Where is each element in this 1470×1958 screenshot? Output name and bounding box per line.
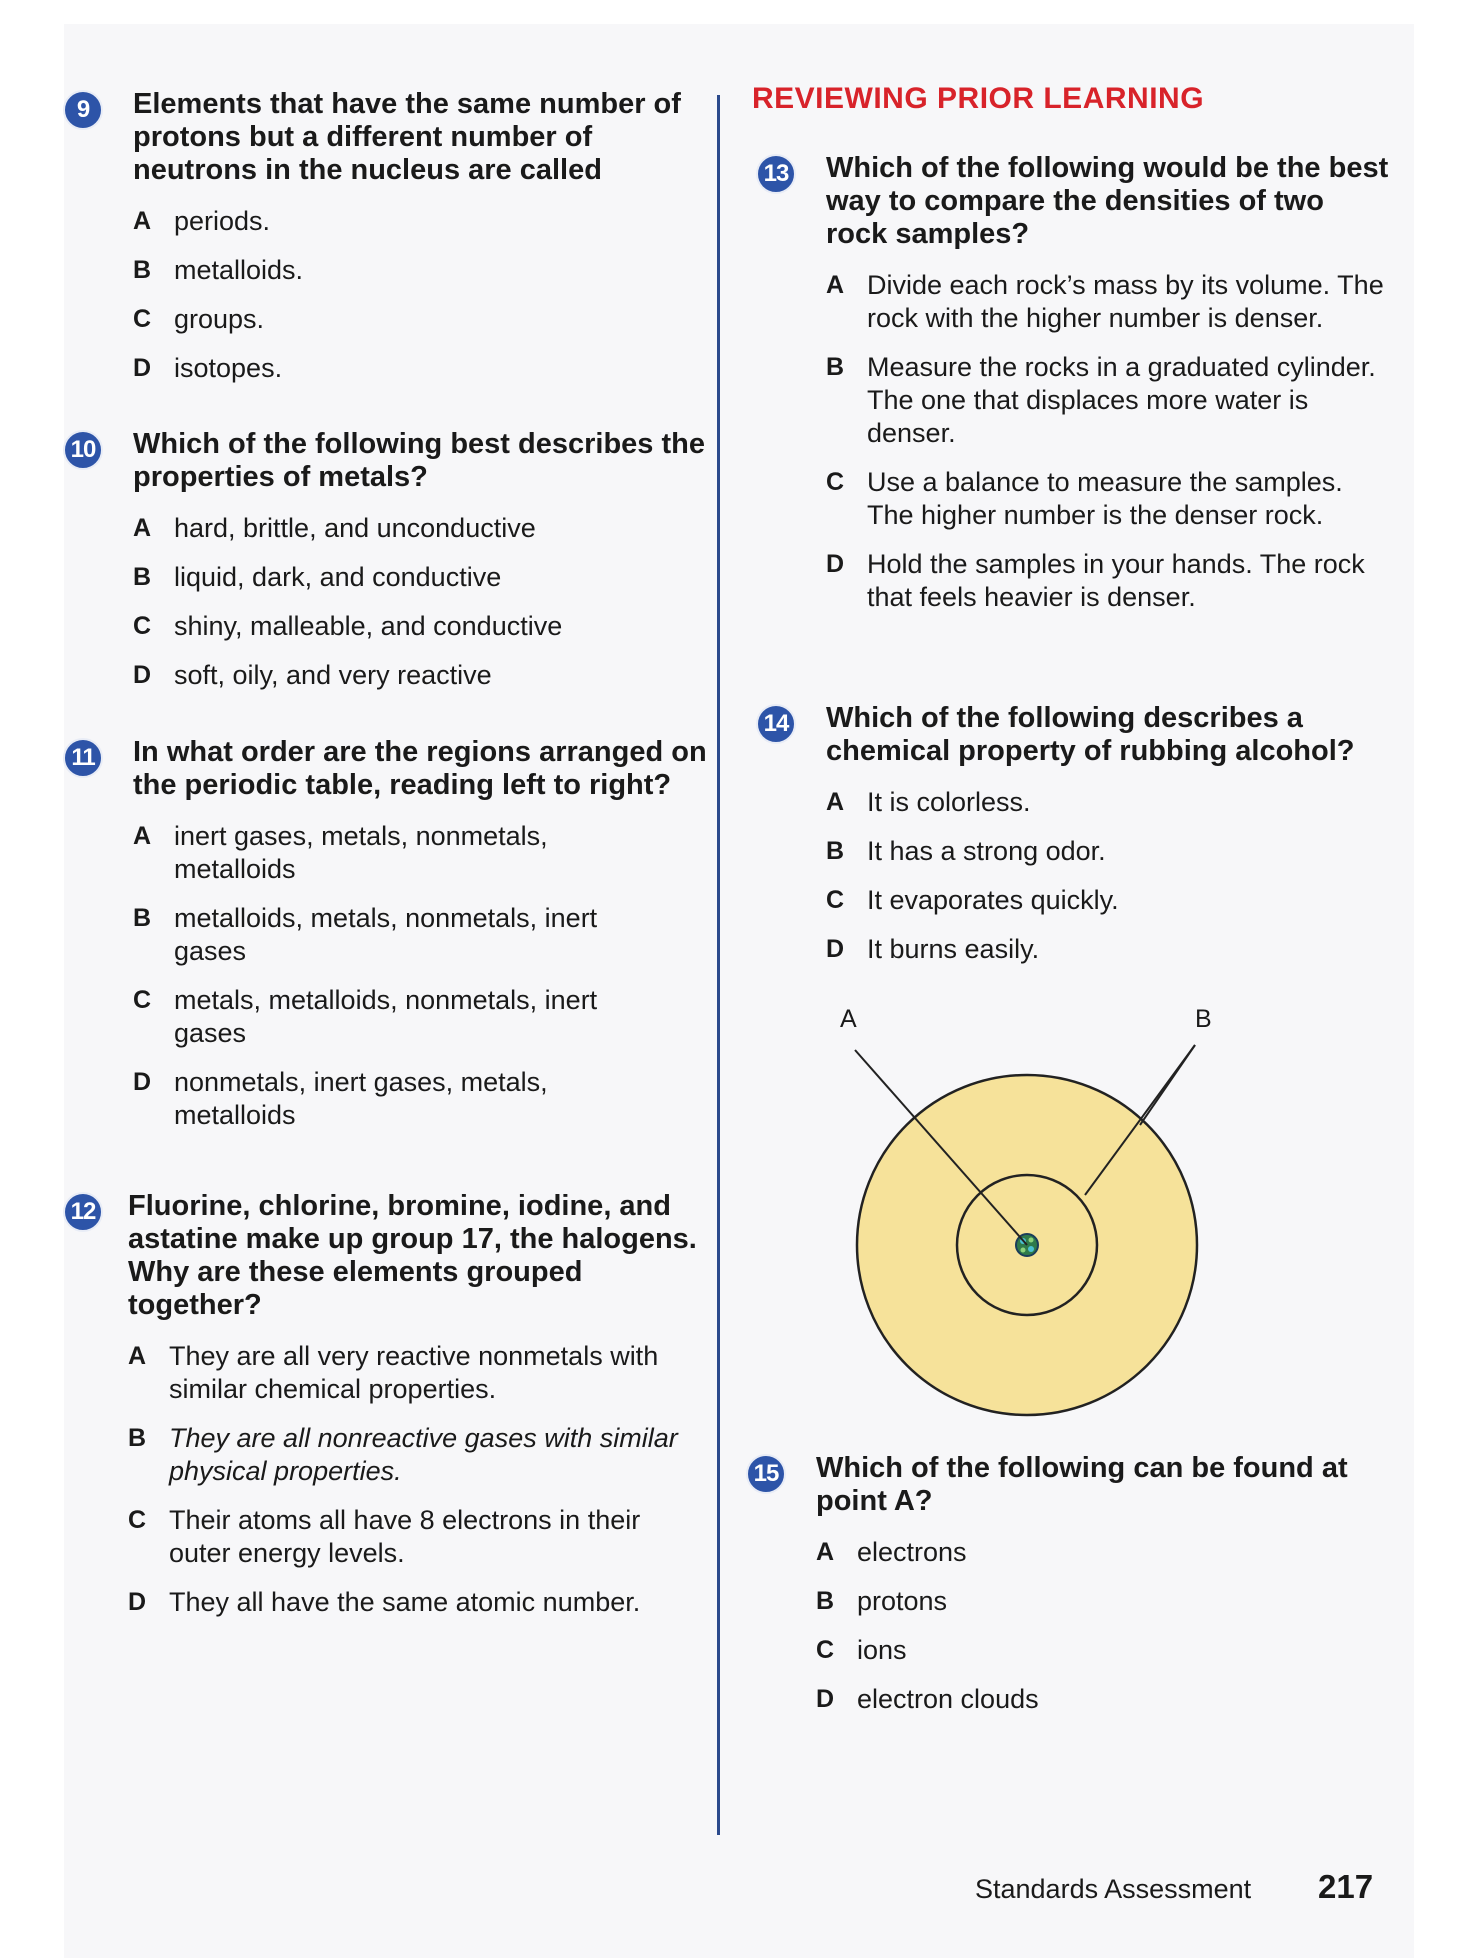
- answer-list: [826, 269, 1391, 614]
- answer-option[interactable]: [816, 1683, 1376, 1716]
- answer-text: They all have the same atomic number.: [169, 1587, 641, 1617]
- answer-text: Divide each rock’s mass by its volume. The rock with the higher number is denser.: [867, 270, 1384, 333]
- nucleus-particle: [1021, 1248, 1026, 1253]
- question-text: Elements that have the same number of protons but a different number of neutrons in the nucleus are called: [133, 88, 681, 186]
- answer-letter: C: [826, 468, 845, 496]
- answer-text: It burns easily.: [867, 934, 1040, 964]
- answer-letter: B: [826, 353, 845, 381]
- atom-diagram-svg: [820, 1005, 1240, 1425]
- answer-option[interactable]: [826, 835, 1391, 868]
- answer-list: [128, 1340, 698, 1619]
- answer-option[interactable]: [133, 820, 653, 886]
- answer-option[interactable]: [816, 1634, 1376, 1667]
- answer-letter: A: [826, 788, 845, 816]
- answer-text: metalloids, metals, nonmetals, inert gases: [174, 903, 598, 966]
- answer-letter: D: [826, 550, 845, 578]
- answer-letter: A: [133, 822, 152, 850]
- section-heading: REVIEWING PRIOR LEARNING: [752, 82, 1205, 115]
- answer-list: [133, 820, 653, 1132]
- question-number-badge: 9: [63, 90, 103, 130]
- answer-option[interactable]: [133, 512, 713, 545]
- answer-letter: C: [133, 305, 152, 333]
- atom-diagram: [820, 1005, 1240, 1425]
- answer-letter: A: [133, 514, 152, 542]
- footer-label: Standards Assessment: [975, 1874, 1252, 1904]
- question-text: In what order are the regions arranged on the periodic table, reading left to right?: [133, 736, 707, 801]
- question-14: [763, 702, 1391, 982]
- answer-option[interactable]: [826, 786, 1391, 819]
- answer-text: inert gases, metals, nonmetals, metalloids: [174, 821, 548, 884]
- question-number-badge: 15: [746, 1454, 786, 1494]
- answer-text: It has a strong odor.: [867, 836, 1106, 866]
- answer-option[interactable]: [826, 884, 1391, 917]
- answer-option[interactable]: [128, 1422, 698, 1488]
- answer-option[interactable]: [133, 205, 693, 238]
- question-text: Which of the following would be the best way to compare the densities of two rock samples?: [826, 152, 1389, 250]
- answer-text: metalloids.: [174, 255, 304, 285]
- answer-letter: D: [826, 935, 845, 963]
- answer-option[interactable]: [133, 610, 713, 643]
- answer-option[interactable]: [826, 351, 1391, 450]
- diagram-label-a: A: [840, 1005, 857, 1033]
- answer-letter: C: [133, 612, 152, 640]
- question-11: [71, 736, 713, 1148]
- answer-option[interactable]: [133, 352, 693, 385]
- answer-text: isotopes.: [174, 353, 283, 383]
- answer-letter: A: [826, 271, 845, 299]
- answer-letter: A: [133, 207, 152, 235]
- answer-text: metals, metalloids, nonmetals, inert gases: [174, 985, 598, 1048]
- answer-option[interactable]: [826, 548, 1391, 614]
- answer-text: soft, oily, and very reactive: [174, 660, 492, 690]
- answer-letter: D: [816, 1685, 835, 1713]
- answer-option[interactable]: [133, 659, 713, 692]
- answer-text: Their atoms all have 8 electrons in their outer energy levels.: [169, 1505, 641, 1568]
- page-number: 217: [1318, 1868, 1374, 1905]
- answer-letter: B: [128, 1424, 147, 1452]
- answer-text: liquid, dark, and conductive: [174, 562, 502, 592]
- answer-letter: C: [816, 1636, 835, 1664]
- answer-letter: C: [826, 886, 845, 914]
- answer-text: electron clouds: [857, 1684, 1039, 1714]
- answer-letter: C: [128, 1506, 147, 1534]
- answer-option[interactable]: [128, 1586, 698, 1619]
- question-9: [76, 88, 693, 401]
- answer-option[interactable]: [128, 1340, 698, 1406]
- question-number-badge: 12: [63, 1192, 103, 1232]
- answer-list: [816, 1536, 1376, 1716]
- answer-letter: C: [133, 986, 152, 1014]
- question-text: Which of the following best describes the properties of metals?: [133, 428, 705, 493]
- nucleus-particle: [1028, 1246, 1034, 1252]
- answer-letter: D: [133, 661, 152, 689]
- answer-option[interactable]: [826, 933, 1391, 966]
- answer-text: electrons: [857, 1537, 967, 1567]
- answer-option[interactable]: [133, 902, 653, 968]
- answer-text: They are all nonreactive gases with similar physical properties.: [169, 1423, 678, 1486]
- question-number-badge: 10: [63, 430, 103, 470]
- answer-letter: D: [133, 1068, 152, 1096]
- answer-letter: B: [133, 904, 152, 932]
- answer-text: They are all very reactive nonmetals with similar chemical properties.: [169, 1341, 659, 1404]
- answer-letter: B: [826, 837, 845, 865]
- question-text: Fluorine, chlorine, bromine, iodine, and astatine make up group 17, the halogens. Why are these elements grouped together?: [128, 1190, 697, 1321]
- answer-option[interactable]: [133, 303, 693, 336]
- answer-option[interactable]: [816, 1585, 1376, 1618]
- question-text: Which of the following describes a chemical property of rubbing alcohol?: [826, 702, 1355, 767]
- diagram-label-b: B: [1195, 1005, 1212, 1033]
- question-15: [753, 1452, 1376, 1732]
- answer-letter: B: [133, 563, 152, 591]
- question-number-badge: 11: [63, 738, 103, 778]
- answer-text: It evaporates quickly.: [867, 885, 1119, 915]
- answer-text: hard, brittle, and unconductive: [174, 513, 536, 543]
- answer-letter: A: [816, 1538, 835, 1566]
- question-number-badge: 13: [756, 154, 796, 194]
- answer-option[interactable]: [816, 1536, 1376, 1569]
- answer-letter: B: [816, 1587, 835, 1615]
- answer-option[interactable]: [133, 254, 693, 287]
- answer-option[interactable]: [826, 466, 1391, 532]
- answer-text: Measure the rocks in a graduated cylinder. The one that displaces more water is denser.: [867, 352, 1376, 448]
- answer-list: [826, 786, 1391, 966]
- question-text: Which of the following can be found at point A?: [816, 1452, 1348, 1517]
- answer-letter: A: [128, 1342, 147, 1370]
- answer-option[interactable]: [133, 1066, 653, 1132]
- answer-letter: B: [133, 256, 152, 284]
- answer-text: nonmetals, inert gases, metals, metalloids: [174, 1067, 548, 1130]
- question-12: [70, 1190, 698, 1635]
- answer-text: periods.: [174, 206, 271, 236]
- answer-text: shiny, malleable, and conductive: [174, 611, 563, 641]
- question-13: [763, 152, 1391, 630]
- answer-option[interactable]: [128, 1504, 698, 1570]
- column-divider: [717, 95, 720, 1835]
- answer-list: [133, 512, 713, 692]
- answer-option[interactable]: [133, 984, 653, 1050]
- answer-list: [133, 205, 693, 385]
- question-10: [70, 428, 713, 708]
- answer-letter: D: [133, 354, 152, 382]
- question-number-badge: 14: [756, 704, 796, 744]
- answer-text: Use a balance to measure the samples. The higher number is the denser rock.: [867, 467, 1343, 530]
- answer-text: protons: [857, 1586, 948, 1616]
- pointer-line-b-outer: [1140, 1045, 1195, 1125]
- answer-text: It is colorless.: [867, 787, 1031, 817]
- answer-option[interactable]: [133, 561, 713, 594]
- answer-text: groups.: [174, 304, 265, 334]
- nucleus-particle: [1029, 1238, 1034, 1243]
- answer-letter: D: [128, 1588, 147, 1616]
- answer-option[interactable]: [826, 269, 1391, 335]
- answer-text: ions: [857, 1635, 907, 1665]
- answer-text: Hold the samples in your hands. The rock that feels heavier is denser.: [867, 549, 1365, 612]
